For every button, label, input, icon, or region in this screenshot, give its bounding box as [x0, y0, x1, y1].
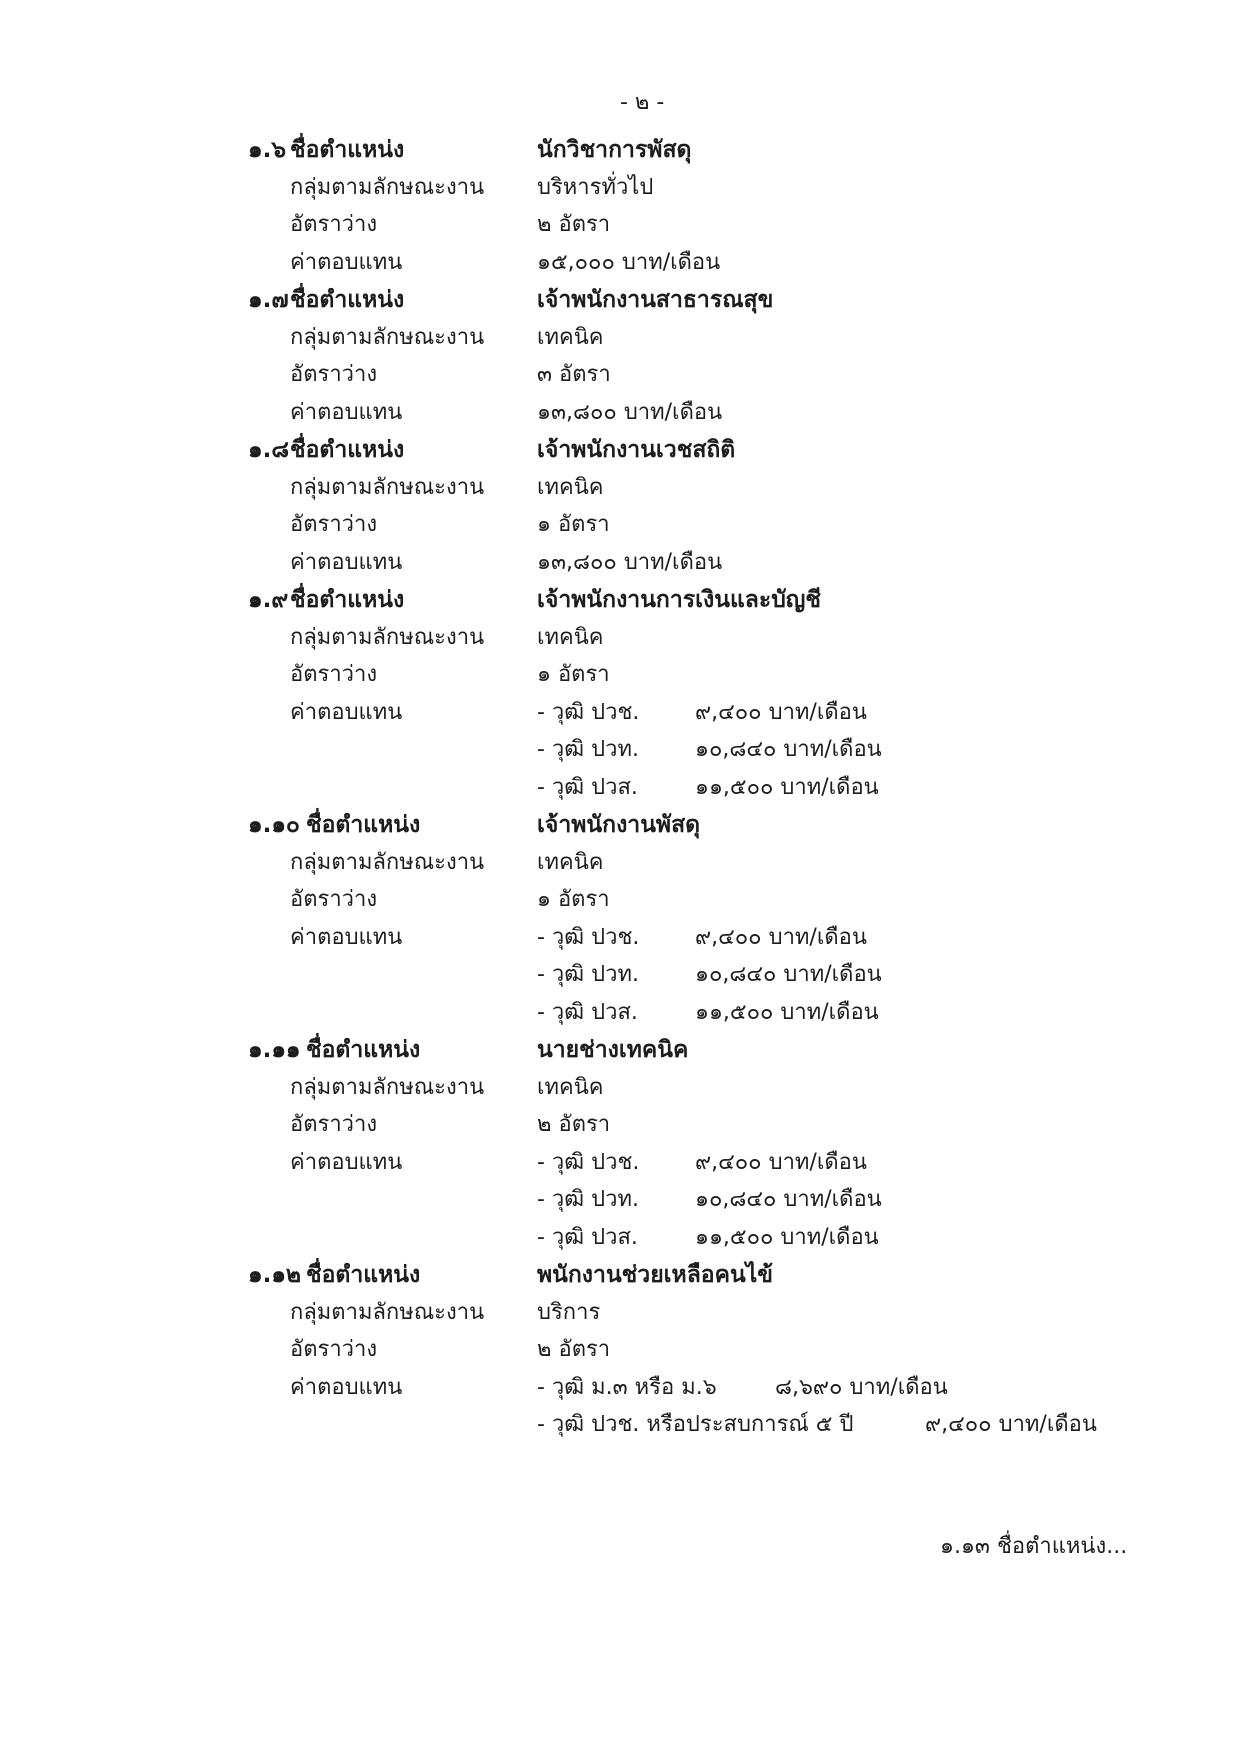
qualification-tier: - วุฒิ ปวส. — [537, 1000, 638, 1025]
compensation-label: ค่าตอบแทน — [290, 1375, 403, 1400]
vacancy-label: อัตราว่าง — [290, 512, 378, 537]
vacancy-value: ๒ อัตรา — [537, 1337, 611, 1362]
tier-amount: ๑๑,๕๐๐ บาท/เดือน — [695, 775, 879, 800]
tier-amount: ๑๑,๕๐๐ บาท/เดือน — [695, 1225, 879, 1250]
position-name-label: ชื่อตำแหน่ง — [290, 137, 405, 163]
position-title: เจ้าพนักงานพัสดุ — [537, 812, 701, 838]
qualification-tier: - วุฒิ ปวช. — [537, 925, 640, 950]
vacancy-label: อัตราว่าง — [290, 1112, 378, 1137]
continuation-text: ๑.๑๓ ชื่อตำแหน่ง... — [940, 1534, 1128, 1559]
compensation-value: ๑๓,๘๐๐ บาท/เดือน — [537, 550, 723, 575]
vacancy-value: ๑ อัตรา — [537, 887, 610, 912]
vacancy-value: ๓ อัตรา — [537, 362, 611, 387]
qualification-tier: - วุฒิ ปวช. หรือประสบการณ์ ๕ ปี — [537, 1412, 854, 1437]
position-name-label: ชื่อตำแหน่ง — [290, 437, 405, 463]
position-title: เจ้าพนักงานสาธารณสุข — [537, 287, 774, 313]
vacancy-label: อัตราว่าง — [290, 212, 378, 237]
tier-amount: ๙,๔๐๐ บาท/เดือน — [695, 700, 867, 725]
position-name-label: ชื่อตำแหน่ง — [306, 812, 421, 838]
vacancy-value: ๒ อัตรา — [537, 1112, 611, 1137]
tier-amount: ๑๑,๕๐๐ บาท/เดือน — [695, 1000, 879, 1025]
tier-amount: ๑๐,๘๔๐ บาท/เดือน — [695, 962, 882, 987]
work-group-label: กลุ่มตามลักษณะงาน — [290, 1075, 485, 1100]
page-number: - ๒ - — [620, 90, 665, 115]
compensation-label: ค่าตอบแทน — [290, 925, 403, 950]
vacancy-label: อัตราว่าง — [290, 362, 378, 387]
qualification-tier: - วุฒิ ปวท. — [537, 1187, 639, 1212]
work-group-value: เทคนิค — [537, 850, 604, 875]
qualification-tier: - วุฒิ ปวช. — [537, 700, 640, 725]
position-title: เจ้าพนักงานเวชสถิติ — [537, 437, 736, 463]
compensation-label: ค่าตอบแทน — [290, 1150, 403, 1175]
position-title: นายช่างเทคนิค — [537, 1037, 689, 1063]
tier-amount: ๙,๔๐๐ บาท/เดือน — [695, 925, 867, 950]
compensation-label: ค่าตอบแทน — [290, 400, 403, 425]
position-name-label: ชื่อตำแหน่ง — [290, 287, 405, 313]
work-group-value: เทคนิค — [537, 625, 604, 650]
position-number: ๑.๙ — [248, 587, 289, 613]
position-title: เจ้าพนักงานการเงินและบัญชี — [537, 587, 822, 613]
vacancy-value: ๒ อัตรา — [537, 212, 611, 237]
vacancy-label: อัตราว่าง — [290, 887, 378, 912]
compensation-label: ค่าตอบแทน — [290, 250, 403, 275]
position-name-label: ชื่อตำแหน่ง — [290, 587, 405, 613]
position-number: ๑.๗ — [248, 287, 289, 313]
position-name-label: ชื่อตำแหน่ง — [306, 1037, 421, 1063]
position-number: ๑.๑๑ — [248, 1037, 301, 1063]
work-group-value: เทคนิค — [537, 1075, 604, 1100]
tier-amount: ๙,๔๐๐ บาท/เดือน — [925, 1412, 1097, 1437]
tier-amount: ๘,๖๙๐ บาท/เดือน — [775, 1375, 948, 1400]
work-group-label: กลุ่มตามลักษณะงาน — [290, 625, 485, 650]
qualification-tier: - วุฒิ ปวท. — [537, 737, 639, 762]
vacancy-value: ๑ อัตรา — [537, 512, 610, 537]
position-number: ๑.๖ — [248, 137, 286, 163]
work-group-value: บริหารทั่วไป — [537, 175, 654, 200]
qualification-tier: - วุฒิ ปวส. — [537, 775, 638, 800]
work-group-label: กลุ่มตามลักษณะงาน — [290, 475, 485, 500]
tier-amount: ๑๐,๘๔๐ บาท/เดือน — [695, 1187, 882, 1212]
qualification-tier: - วุฒิ ปวท. — [537, 962, 639, 987]
work-group-label: กลุ่มตามลักษณะงาน — [290, 325, 485, 350]
work-group-label: กลุ่มตามลักษณะงาน — [290, 850, 485, 875]
compensation-value: ๑๕,๐๐๐ บาท/เดือน — [537, 250, 721, 275]
vacancy-value: ๑ อัตรา — [537, 662, 610, 687]
tier-amount: ๙,๔๐๐ บาท/เดือน — [695, 1150, 867, 1175]
work-group-value: เทคนิค — [537, 475, 604, 500]
work-group-value: บริการ — [537, 1300, 601, 1325]
qualification-tier: - วุฒิ ปวส. — [537, 1225, 638, 1250]
position-title: พนักงานช่วยเหลือคนไข้ — [537, 1262, 774, 1288]
vacancy-label: อัตราว่าง — [290, 662, 378, 687]
position-name-label: ชื่อตำแหน่ง — [306, 1262, 421, 1288]
qualification-tier: - วุฒิ ปวช. — [537, 1150, 640, 1175]
qualification-tier: - วุฒิ ม.๓ หรือ ม.๖ — [537, 1375, 717, 1400]
position-number: ๑.๘ — [248, 437, 290, 463]
position-number: ๑.๑๐ — [248, 812, 300, 838]
position-title: นักวิชาการพัสดุ — [537, 137, 692, 163]
compensation-label: ค่าตอบแทน — [290, 700, 403, 725]
work-group-value: เทคนิค — [537, 325, 604, 350]
vacancy-label: อัตราว่าง — [290, 1337, 378, 1362]
compensation-value: ๑๓,๘๐๐ บาท/เดือน — [537, 400, 723, 425]
compensation-label: ค่าตอบแทน — [290, 550, 403, 575]
work-group-label: กลุ่มตามลักษณะงาน — [290, 175, 485, 200]
position-number: ๑.๑๒ — [248, 1262, 302, 1288]
work-group-label: กลุ่มตามลักษณะงาน — [290, 1300, 485, 1325]
tier-amount: ๑๐,๘๔๐ บาท/เดือน — [695, 737, 882, 762]
